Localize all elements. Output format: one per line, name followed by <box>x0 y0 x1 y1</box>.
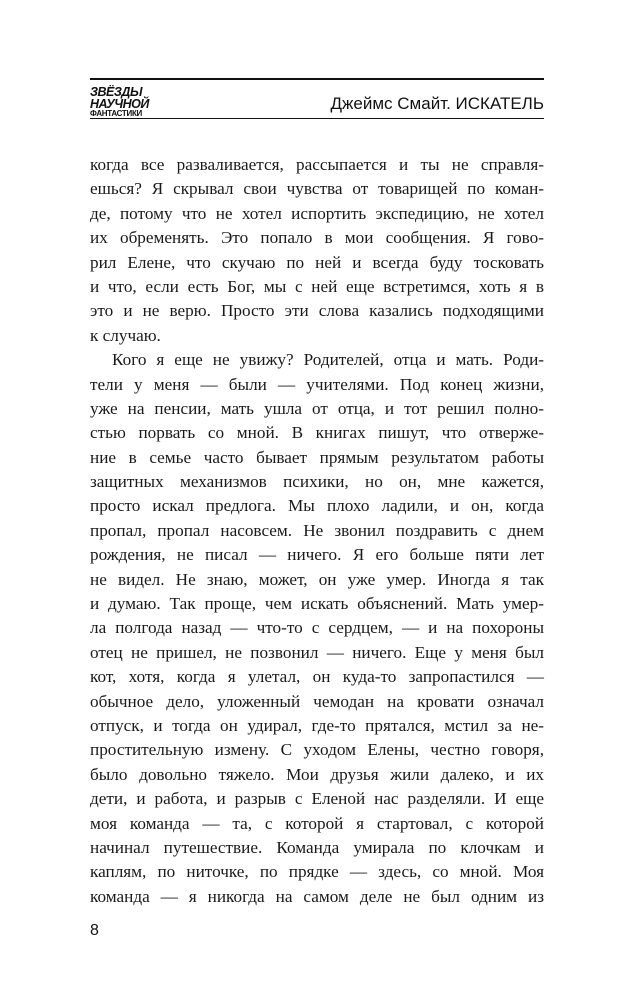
text-line: ешься? Я скрывал свои чувства от товарищей по коман- <box>90 179 544 199</box>
text-line: уже на пенсии, мать ушла от отца, и тот решил полно- <box>90 398 544 418</box>
text-line: ние в семье часто бывает прямым результатом работы <box>90 447 544 467</box>
text-line: когда все разваливается, рассыпается и ты не справля- <box>90 155 544 174</box>
text-line: ла полгода назад — что-то с сердцем, — и на похороны <box>90 618 544 638</box>
text-line: и что, если есть Бог, мы с ней еще встретимся, хоть я в <box>90 276 544 296</box>
running-head: Джеймс Смайт. ИСКАТЕЛЬ <box>330 94 544 113</box>
text-line: пропал, пропал насовсем. Не звонил поздравить с днем <box>90 520 544 540</box>
text-line: стью порвать со мной. В книгах пишут, что отверже- <box>90 423 544 443</box>
text-line: защитных механизмов психики, но он, мне кажется, <box>90 472 544 492</box>
text-line: обычное дело, уложенный чемодан на кровати означал <box>90 691 544 711</box>
logo-line-3: ФАНТАСТИКИ <box>90 109 142 118</box>
text-line: Кого я еще не увижу? Родителей, отца и мать. Роди- <box>112 350 544 370</box>
text-line: рил Елене, что скучаю по ней и всегда буду тосковать <box>90 252 544 272</box>
text-line: каплям, по ниточке, по прядке — здесь, со мной. Моя <box>90 862 544 882</box>
text-line: де, потому что не хотел испортить экспедицию, не хотел <box>90 203 544 223</box>
series-logo <box>90 86 160 120</box>
text-line: рождения, не писал — ничего. Я его больше пяти лет <box>90 545 544 565</box>
text-line: команда — я никогда на самом деле не был одним из <box>90 886 544 906</box>
text-line: простительную измену. С уходом Елены, честно говоря, <box>90 740 544 760</box>
text-line: и думаю. Так проще, чем искать объяснений. Мать умер- <box>90 594 544 614</box>
body-text <box>90 153 544 909</box>
text-line: просто искал предлога. Мы плохо ладили, и он, когда <box>90 496 544 516</box>
text-line: отпуск, и тогда он удирал, где-то прятался, мстил за не- <box>90 715 544 735</box>
text-line: к случаю. <box>90 325 161 345</box>
text-line: тели у меня — были — учителями. Под конец жизни, <box>90 374 544 394</box>
text-line: было довольно тяжело. Мои друзья жили далеко, и их <box>90 764 544 784</box>
text-line: не видел. Не знаю, может, он уже умер. Иногда я так <box>90 569 544 589</box>
text-line: это и не верю. Просто эти слова казались подходящими <box>90 301 544 321</box>
page-number: 8 <box>90 922 99 939</box>
text-line: отец не пришел, не позвонил — ничего. Еще у меня был <box>90 642 544 662</box>
text-line: дети, и работа, и разрыв с Еленой нас разделяли. И еще <box>90 789 544 809</box>
header-rule <box>90 118 544 119</box>
logo-line-2: НАУЧНОЙ <box>90 96 149 111</box>
page-header <box>90 78 544 122</box>
paragraph-2 <box>90 348 544 909</box>
text-line: их обременять. Это попало в мои сообщения. Я гово- <box>90 228 544 248</box>
text-line: кот, хотя, когда я улетал, он куда-то запропастился — <box>90 667 544 687</box>
logo-line-1: ЗВЁЗДЫ <box>90 85 142 99</box>
paragraph-1 <box>90 153 544 348</box>
text-line: начинал путешествие. Команда умирала по клочкам и <box>90 837 544 857</box>
text-line: моя команда — та, с которой я стартовал, с которой <box>90 813 544 833</box>
